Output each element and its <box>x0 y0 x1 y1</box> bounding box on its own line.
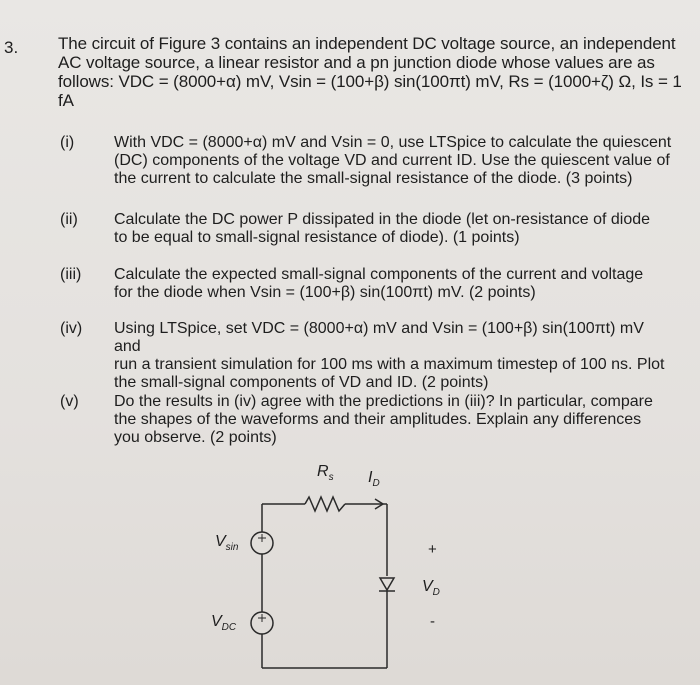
part-line: (DC) components of the voltage VD and current ID. Use the quiescent value of <box>114 152 670 169</box>
current-label <box>368 469 380 489</box>
vd-minus-sign: - <box>430 613 435 630</box>
diode-triangle <box>380 578 394 590</box>
part-number: (v) <box>60 393 79 410</box>
intro-line: The circuit of Figure 3 contains an independent DC voltage source, an independent <box>58 34 676 53</box>
part-line: the current to calculate the small-signal resistance of the diode. (3 points) <box>114 170 633 187</box>
current-label-main: I <box>368 469 373 486</box>
part-line: to be equal to small-signal resistance of diode). (1 points) <box>114 229 520 246</box>
vsin-label-sub: sin <box>225 542 239 554</box>
vsin-label <box>215 533 238 553</box>
vd-label <box>422 578 440 598</box>
vd-label-main: V <box>422 578 433 595</box>
resistor-label-main: R <box>317 463 329 480</box>
resistor-label <box>317 463 334 483</box>
part-number: (iii) <box>60 266 82 283</box>
vdc-label <box>211 613 236 633</box>
part-number: (i) <box>60 134 75 151</box>
part-number: (ii) <box>60 211 78 228</box>
part-line: Calculate the expected small-signal components of the current and voltage <box>114 266 644 283</box>
question-number: 3. <box>4 38 19 57</box>
part-line: With VDC = (8000+α) mV and Vsin = 0, use LTSpice to calculate the quiescent <box>114 134 672 151</box>
part-number: (iv) <box>60 320 83 337</box>
current-label-sub: D <box>372 478 380 490</box>
intro-line: AC voltage source, a linear resistor and a pn junction diode whose values are as <box>58 53 655 72</box>
vsin-label-main: V <box>215 533 226 550</box>
vd-label-sub: D <box>432 587 440 599</box>
part-line: Calculate the DC power P dissipated in the diode (let on-resistance of diode <box>114 211 651 228</box>
vdc-label-sub: DC <box>221 622 237 634</box>
resistor-symbol <box>305 497 345 511</box>
part-line: run a transient simulation for 100 ms with a maximum timestep of 100 ns. Plot <box>114 356 665 373</box>
part-line: the small-signal components of VD and ID. (2 points) <box>114 374 489 391</box>
part-line: Using LTSpice, set VDC = (8000+α) mV and Vsin = (100+β) sin(100πt) mV and <box>114 320 644 355</box>
part-line: for the diode when Vsin = (100+β) sin(100πt) mV. (2 points) <box>114 284 536 301</box>
part-line: the shapes of the waveforms and their amplitudes. Explain any differences <box>114 411 642 428</box>
part-line: you observe. (2 points) <box>114 429 277 446</box>
vdc-label-main: V <box>211 613 222 630</box>
intro-line: follows: VDC = (8000+α) mV, Vsin = (100+β) sin(100πt) mV, Rs = (1000+ζ) Ω, Is = 1 fA <box>58 72 682 110</box>
resistor-label-sub: s <box>328 472 334 484</box>
part-line: Do the results in (iv) agree with the predictions in (iii)? In particular, compare <box>114 393 653 410</box>
vd-plus-sign: + <box>428 541 437 558</box>
